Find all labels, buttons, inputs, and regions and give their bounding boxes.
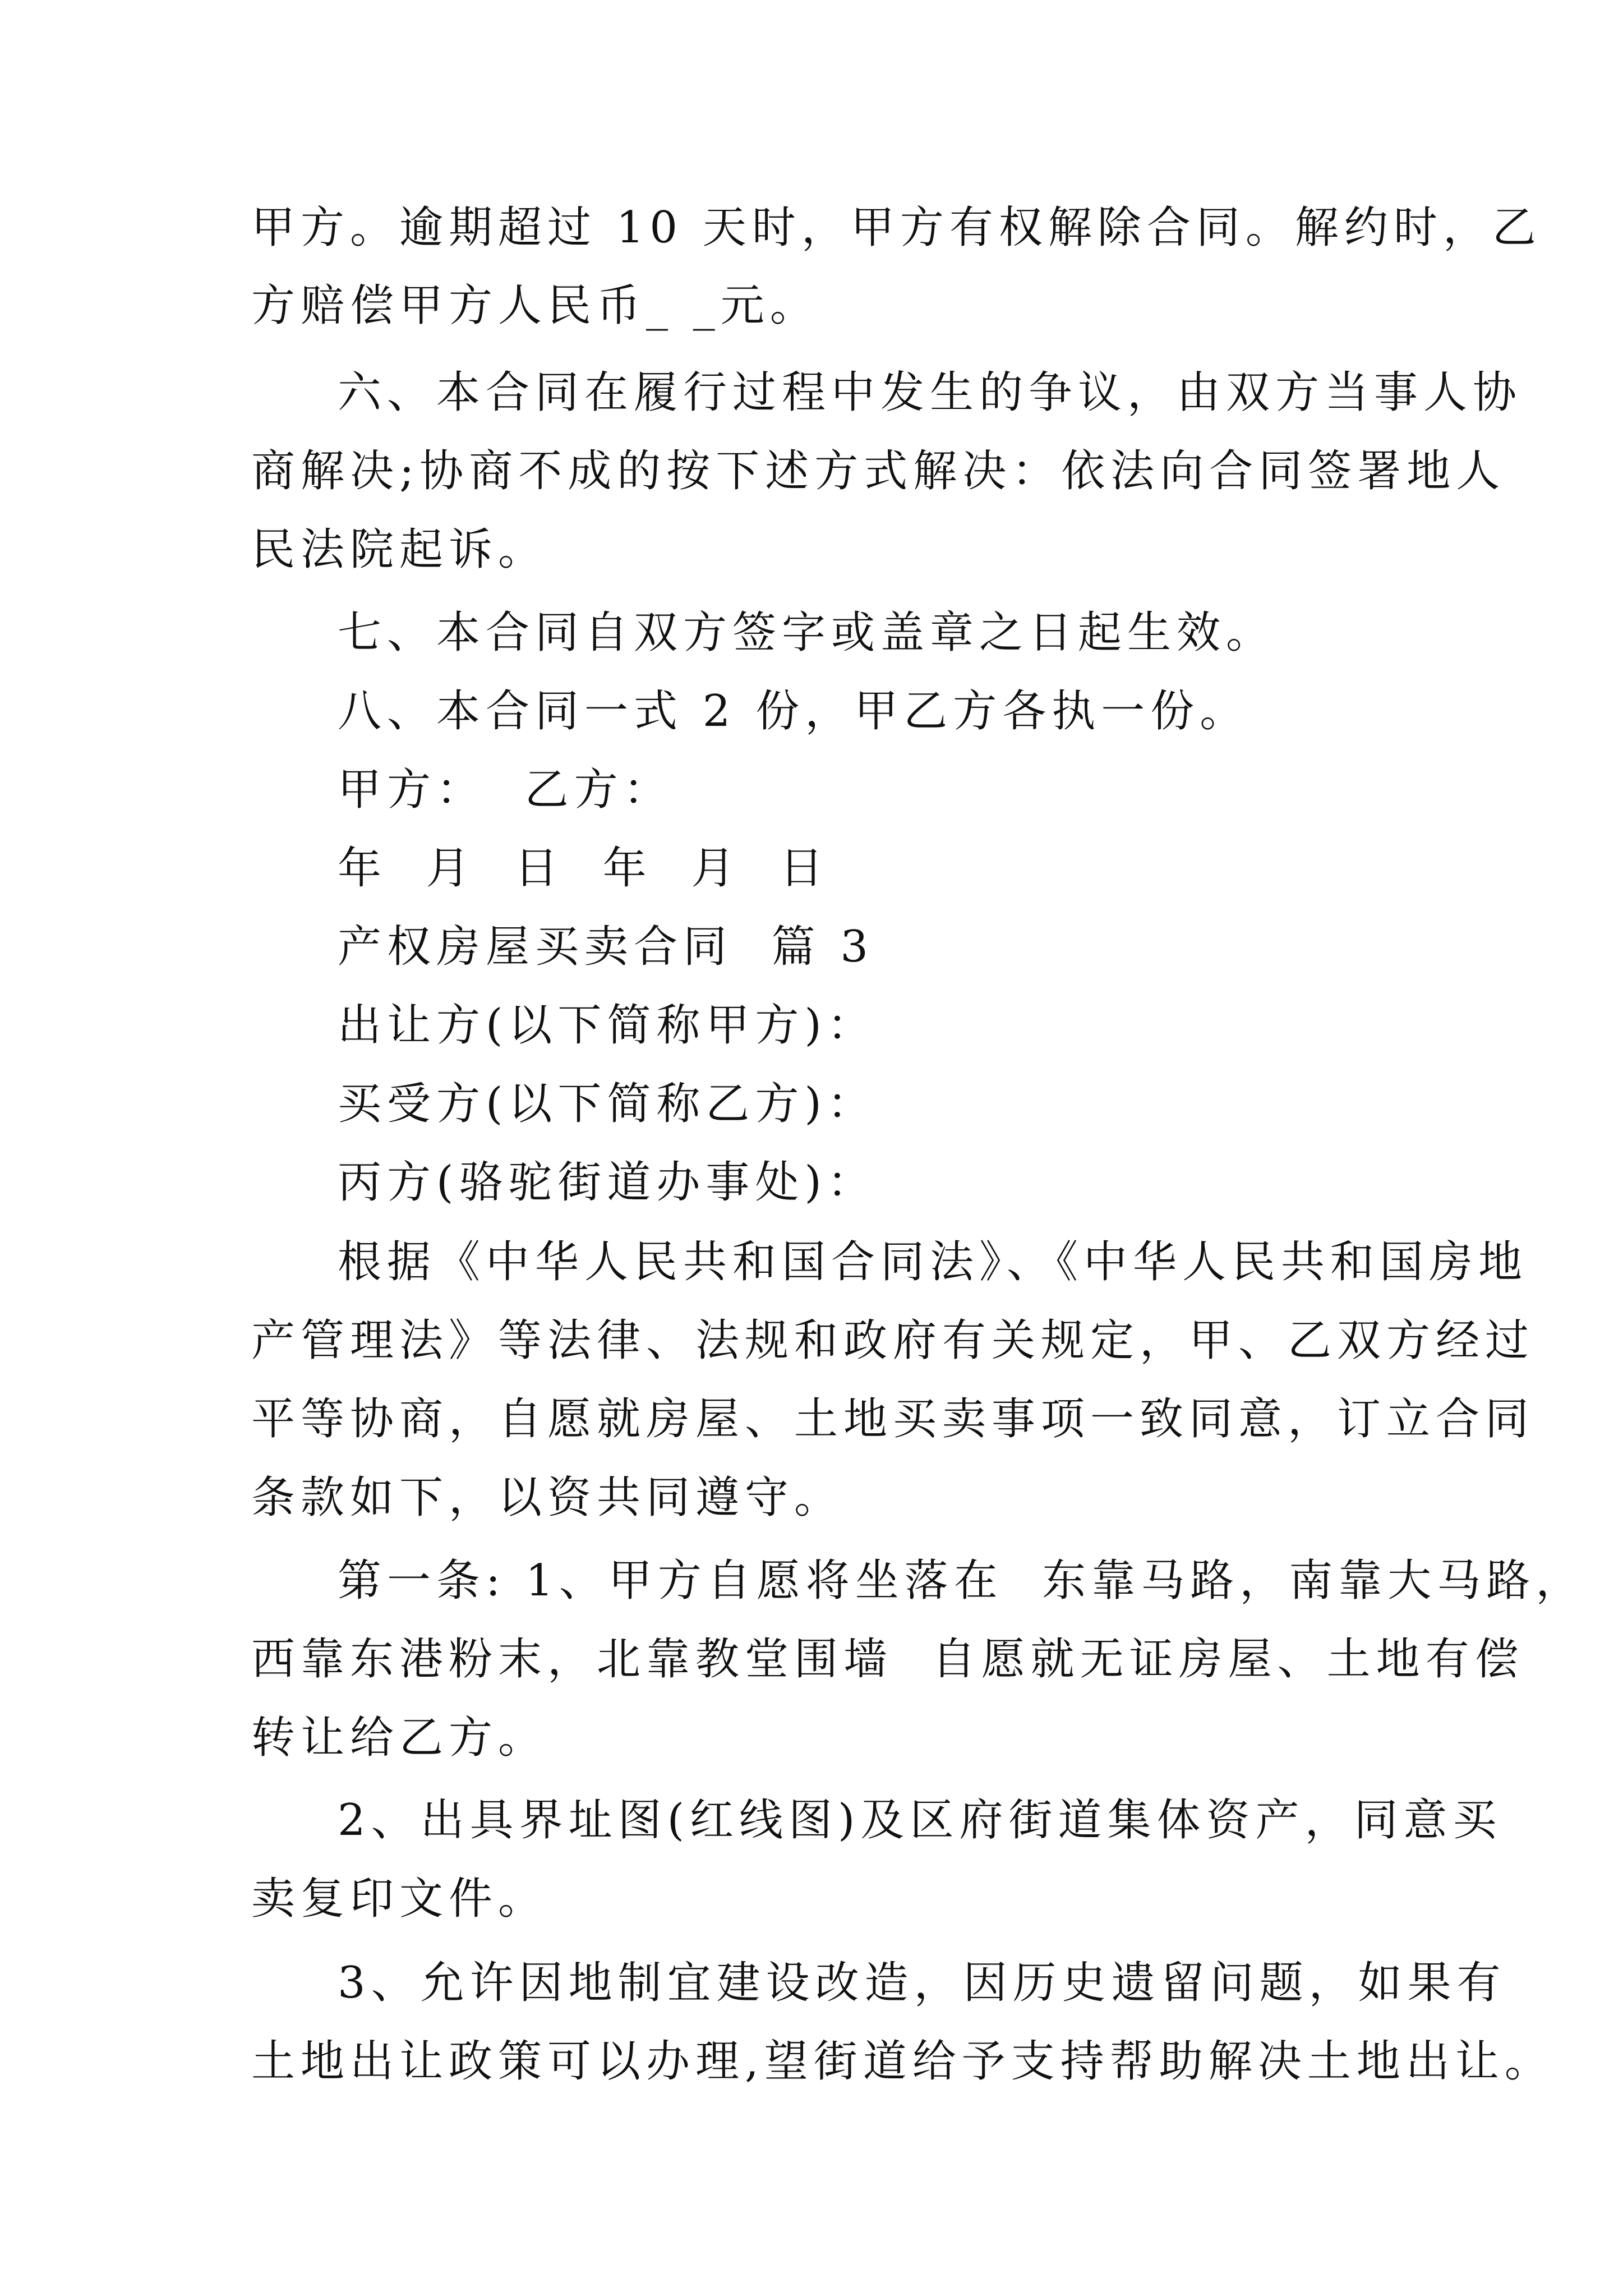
text-line: 转让给乙方。 — [251, 1713, 548, 1763]
text-line: 买受方(以下简称乙方)： — [338, 1079, 877, 1129]
text-line: 第一条: 1、甲方自愿将坐落在 东靠马路，南靠大马路， — [338, 1556, 1585, 1606]
text-line: 甲方。逾期超过 10 天时，甲方有权解除合同。解约时，乙 — [251, 203, 1542, 253]
text-line: 方赔偿甲方人民币_ _元。 — [251, 280, 819, 331]
date-line: 年 月 日 年 月 日 — [338, 843, 829, 894]
text-line: 卖复印文件。 — [251, 1874, 548, 1924]
text-line: 出让方(以下简称甲方)： — [338, 1000, 877, 1051]
text-line: 商解决;协商不成的按下述方式解决：依法向合同签署地人 — [251, 446, 1506, 496]
signature-parties-line: 甲方： 乙方： — [338, 765, 673, 815]
text-line: 六、本合同在履行过程中发生的争议，由双方当事人协 — [338, 367, 1523, 418]
text-line: 根据《中华人民共和国合同法》、《中华人民共和国房地 — [338, 1237, 1528, 1287]
text-line: 民法院起诉。 — [251, 524, 548, 575]
text-line: 西靠东港粉末，北靠教堂围墙 自愿就无证房屋、土地有偿 — [251, 1634, 1524, 1685]
text-line: 七、本合同自双方签字或盖章之日起生效。 — [338, 608, 1276, 658]
text-line: 2、出具界址图(红线图)及区府街道集体资产，同意买 — [338, 1795, 1502, 1846]
text-line: 丙方(骆驼街道办事处)： — [338, 1157, 877, 1208]
text-line: 产管理法》等法律、法规和政府有关规定，甲、乙双方经过 — [251, 1315, 1535, 1366]
text-line: 平等协商，自愿就房屋、土地买卖事项一致同意，订立合同 — [251, 1394, 1535, 1444]
text-line: 3、允许因地制宜建设改造，因历史遗留问题，如果有 — [338, 1958, 1506, 2008]
text-line: 八、本合同一式 2 份，甲乙方各执一份。 — [338, 686, 1249, 737]
text-line: 条款如下，以资共同遵守。 — [251, 1473, 844, 1523]
text-line: 土地出让政策可以办理,望街道给予支持帮助解决土地出让。 — [251, 2036, 1554, 2087]
section-title: 产权房屋买卖合同 篇 3 — [338, 922, 874, 972]
